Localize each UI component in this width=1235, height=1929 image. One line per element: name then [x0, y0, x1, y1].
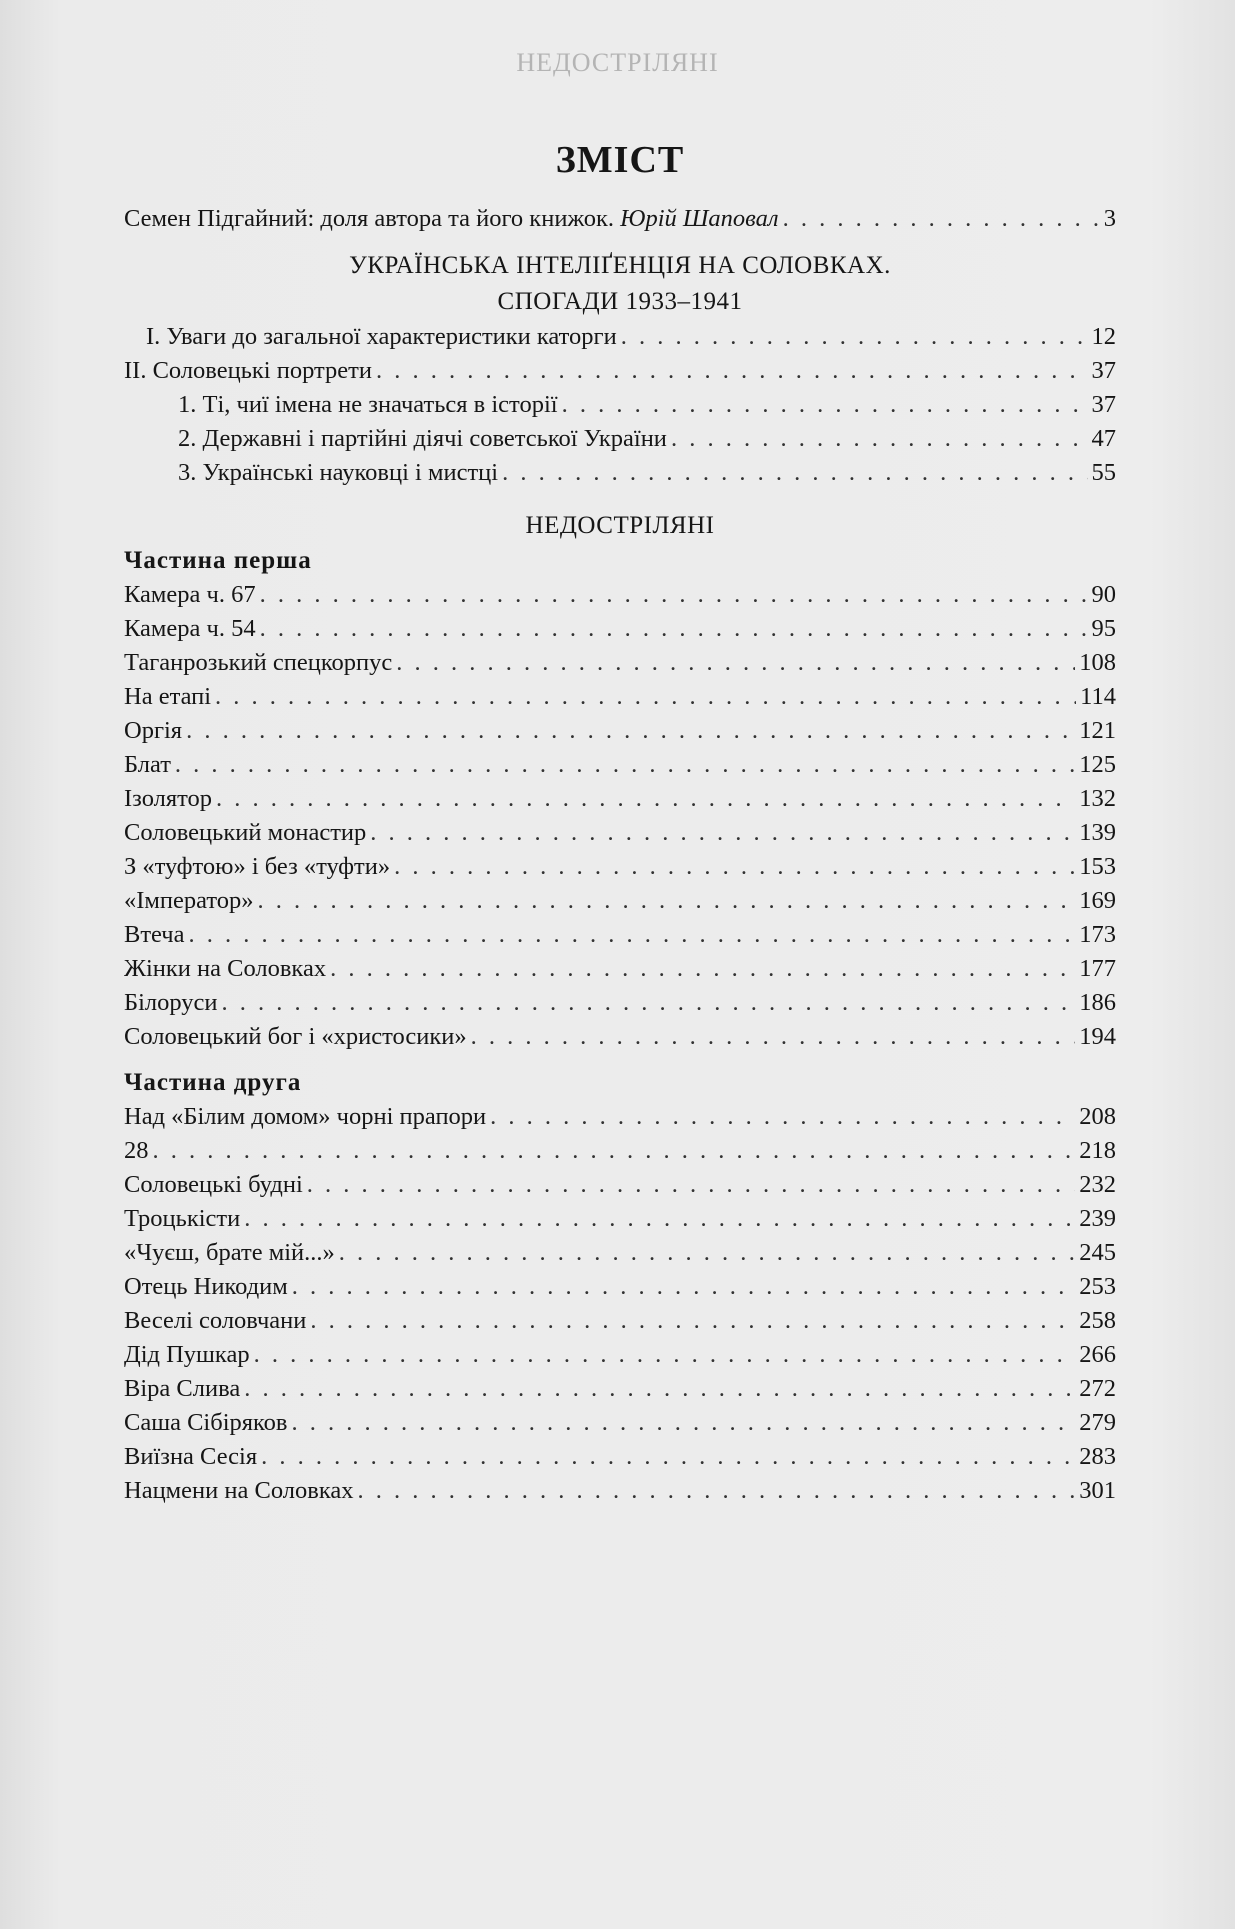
toc-entry-title: Над «Білим домом» чорні прапори [124, 1103, 487, 1130]
toc-entry-author: Юрій Шаповал [620, 205, 779, 232]
toc-entry-title: Виїзна Сесія [124, 1443, 258, 1470]
leader-dots [186, 714, 1075, 748]
toc-entry-page: 301 [1079, 1477, 1116, 1504]
leader-dots [502, 456, 1087, 490]
toc-entry[interactable] [124, 456, 1116, 490]
toc-entry[interactable] [124, 320, 1116, 354]
leader-dots [562, 388, 1088, 422]
toc-entry-title: Камера ч. 67 [124, 581, 256, 608]
toc-entry[interactable] [124, 782, 1116, 816]
leader-dots [260, 578, 1088, 612]
leader-dots [490, 1100, 1075, 1134]
toc-entry-page: 12 [1091, 323, 1116, 350]
toc-entry-page: 47 [1091, 425, 1116, 452]
toc-entry-page: 90 [1091, 581, 1116, 608]
toc-entry-title: Жінки на Соловках [124, 955, 327, 982]
leader-dots [222, 986, 1076, 1020]
leader-dots [292, 1270, 1075, 1304]
leader-dots [258, 884, 1076, 918]
leader-dots [254, 1338, 1076, 1372]
toc-entry-title: Саша Сібіряков [124, 1409, 288, 1436]
leader-dots [307, 1168, 1075, 1202]
toc-entry-page: 114 [1080, 683, 1116, 710]
toc-entry[interactable] [124, 816, 1116, 850]
toc-title: ЗМІСТ [555, 139, 685, 181]
toc-entry-title: Таганрозький спецкорпус [124, 649, 393, 676]
toc-entry[interactable] [124, 1100, 1116, 1134]
toc-entry-title: Білоруси [124, 989, 218, 1016]
leader-dots [310, 1304, 1075, 1338]
leader-dots [260, 612, 1088, 646]
toc-entry-page: 232 [1079, 1171, 1116, 1198]
toc-entry-title: Оргія [124, 717, 183, 744]
toc-entry-page: 239 [1079, 1205, 1116, 1232]
leader-dots [339, 1236, 1075, 1270]
toc-entry[interactable] [124, 646, 1116, 680]
part-heading: Частина перша [124, 547, 312, 574]
leader-dots [471, 1020, 1076, 1054]
toc-entry[interactable] [124, 1270, 1116, 1304]
toc-entry-title: Нацмени на Соловках [124, 1477, 354, 1504]
toc-entry-title: «Чуєш, брате мій...» [124, 1239, 335, 1266]
section-heading-1: УКРАЇНСЬКА ІНТЕЛІҐЕНЦІЯ НА СОЛОВКАХ. [349, 252, 891, 279]
toc-entry-page: 194 [1079, 1023, 1116, 1050]
toc-entry-page: 253 [1079, 1273, 1116, 1300]
toc-entry-page: 125 [1079, 751, 1116, 778]
leader-dots [396, 646, 1075, 680]
toc-entry-page: 55 [1091, 459, 1116, 486]
toc-entry-page: 258 [1079, 1307, 1116, 1334]
toc-entry[interactable] [124, 680, 1116, 714]
toc-entry-title: Втеча [124, 921, 185, 948]
leader-dots [175, 748, 1075, 782]
toc-entry[interactable] [124, 748, 1116, 782]
section-heading-1-sub: СПОГАДИ 1933–1941 [497, 288, 743, 315]
toc-entry-page: 108 [1079, 649, 1116, 676]
toc-entry-title: Соловецький монастир [124, 819, 367, 846]
toc-entry-title: I. Уваги до загальної характеристики каторги [146, 323, 617, 350]
toc-entry[interactable] [124, 354, 1116, 388]
toc-entry-title: II. Соловецькі портрети [124, 357, 372, 384]
table-of-contents [124, 130, 1116, 1508]
leader-dots [189, 918, 1076, 952]
toc-entry-page: 3 [1103, 205, 1116, 232]
toc-entry-title: На етапі [124, 683, 212, 710]
toc-entry-page: 177 [1079, 955, 1116, 982]
toc-entry-title: Троцькісти [124, 1205, 241, 1232]
toc-entry[interactable] [124, 1202, 1116, 1236]
toc-entry-title: З «туфтою» і без «туфти» [124, 853, 391, 880]
toc-entry-page: 266 [1079, 1341, 1116, 1368]
leader-dots [215, 680, 1076, 714]
toc-entry-title: 28 [124, 1137, 149, 1164]
toc-entry-page: 37 [1091, 357, 1116, 384]
toc-entry-title: «Імператор» [124, 887, 254, 914]
toc-entry[interactable] [124, 884, 1116, 918]
toc-entry-page: 283 [1079, 1443, 1116, 1470]
toc-entry-title: Блат [124, 751, 171, 778]
toc-entry[interactable] [124, 1338, 1116, 1372]
toc-entry[interactable] [124, 714, 1116, 748]
toc-entry-page: 272 [1079, 1375, 1116, 1402]
toc-entry[interactable] [124, 952, 1116, 986]
toc-entry[interactable] [124, 1304, 1116, 1338]
toc-entry-title: 2. Державні і партійні діячі советської України [178, 425, 667, 452]
leader-dots [783, 202, 1100, 236]
toc-entry-page: 186 [1079, 989, 1116, 1016]
toc-entry-title: Камера ч. 54 [124, 615, 256, 642]
toc-entry-page: 169 [1079, 887, 1116, 914]
toc-entry[interactable] [124, 1020, 1116, 1054]
toc-entry-page: 208 [1079, 1103, 1116, 1130]
toc-entry[interactable] [124, 422, 1116, 456]
leader-dots [370, 816, 1075, 850]
toc-entry-page: 121 [1079, 717, 1116, 744]
toc-entry-page: 37 [1091, 391, 1116, 418]
toc-entry[interactable] [124, 578, 1116, 612]
toc-entry-page: 132 [1079, 785, 1116, 812]
leader-dots [376, 354, 1088, 388]
toc-entry[interactable] [124, 918, 1116, 952]
toc-entry-title: Семен Підгайний: доля автора та його книжок. Юрій Шаповал [124, 205, 779, 232]
section-heading-2: НЕДОСТРІЛЯНІ [525, 512, 715, 539]
toc-entry[interactable] [124, 1168, 1116, 1202]
leader-dots [357, 1474, 1075, 1508]
leader-dots [216, 782, 1075, 816]
leader-dots [330, 952, 1075, 986]
toc-entry-page: 173 [1079, 921, 1116, 948]
toc-entry-title: Соловецький бог і «христосики» [124, 1023, 467, 1050]
leader-dots [671, 422, 1088, 456]
toc-entry[interactable] [124, 1236, 1116, 1270]
leader-dots [292, 1406, 1076, 1440]
leader-dots [394, 850, 1075, 884]
leader-dots [621, 320, 1088, 354]
toc-entry-page: 245 [1079, 1239, 1116, 1266]
toc-entry-title: Соловецькі будні [124, 1171, 303, 1198]
toc-entry[interactable] [124, 612, 1116, 646]
part-heading: Частина друга [124, 1069, 302, 1096]
toc-entry-title: Отець Никодим [124, 1273, 288, 1300]
part1-entries [124, 578, 1116, 1054]
leader-dots [261, 1440, 1075, 1474]
toc-entry[interactable] [124, 388, 1116, 422]
toc-entry-page: 153 [1079, 853, 1116, 880]
toc-entry-page: 218 [1079, 1137, 1116, 1164]
toc-entry-title: 1. Ті, чиї імена не значаться в історії [178, 391, 558, 418]
toc-entry-page: 279 [1079, 1409, 1116, 1436]
toc-entry-title: Дід Пушкар [124, 1341, 250, 1368]
running-head: НЕДОСТРІЛЯНІ [516, 48, 719, 77]
toc-entry-title: Веселі соловчани [124, 1307, 307, 1334]
toc-entry[interactable] [124, 986, 1116, 1020]
toc-entry-title: 3. Українські науковці і мистці [178, 459, 499, 486]
toc-entry[interactable] [124, 1406, 1116, 1440]
toc-entry[interactable] [124, 1440, 1116, 1474]
part2-entries [124, 1100, 1116, 1508]
toc-entry-title: Віра Слива [124, 1375, 241, 1402]
leader-dots [244, 1372, 1075, 1406]
toc-entry[interactable] [124, 850, 1116, 884]
toc-entry-intro[interactable] [124, 202, 1116, 236]
toc-entry-page: 139 [1079, 819, 1116, 846]
toc-entry[interactable] [124, 1134, 1116, 1168]
toc-entry-page: 95 [1091, 615, 1116, 642]
leader-dots [153, 1134, 1076, 1168]
toc-entry-title: Ізолятор [124, 785, 212, 812]
toc-entry[interactable] [124, 1474, 1116, 1508]
leader-dots [244, 1202, 1075, 1236]
toc-entry[interactable] [124, 1372, 1116, 1406]
